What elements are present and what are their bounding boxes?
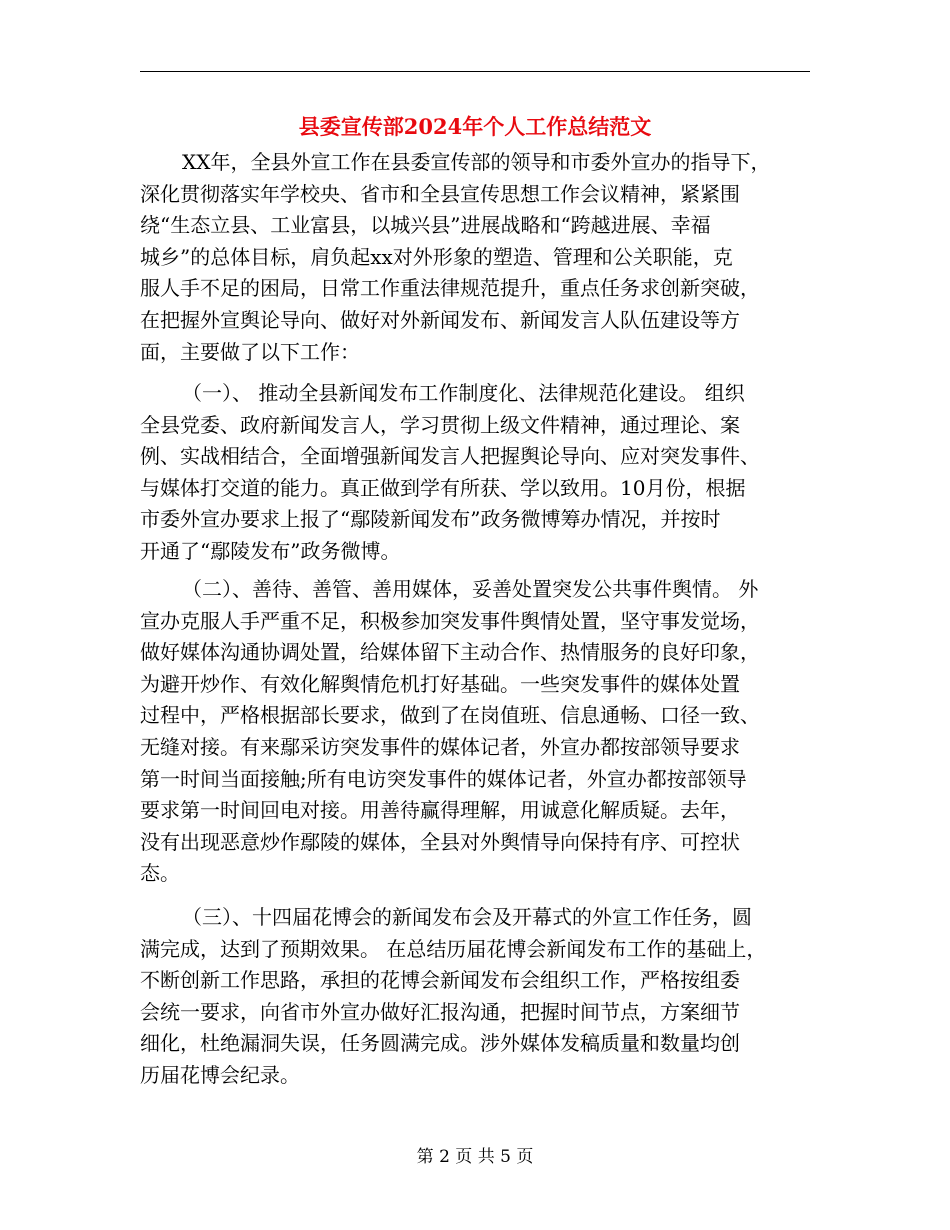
paragraph-line: 市委外宣办要求上报了“鄢陵新闻发布”政务微博筹办情况，并按时 [140, 507, 721, 532]
paragraph-line: 会统一要求，向省市外宣办做好汇报沟通，把握时间节点，方案细节 [140, 999, 740, 1024]
paragraph-line: 满完成，达到了预期效果。 在总结历届花博会新闻发布工作的基础上， [140, 936, 767, 961]
paragraph-line: 例、实战相结合，全面增强新闻发言人把握舆论导向、应对突发事件、 [140, 444, 760, 469]
document-title: 县委宣传部2024年个人工作总结范文 [298, 114, 652, 139]
paragraph-section-3 [140, 902, 820, 1092]
paragraph-line: 在把握外宣舆论导向、做好对外新闻发布、新闻发言人队伍建设等方 [140, 307, 740, 332]
paragraph-line: 做好媒体沟通协调处置，给媒体留下主动合作、热情服务的良好印象， [140, 640, 760, 665]
paragraph-line: 城乡”的总体目标，肩负起xx对外形象的塑造、管理和公关职能，克 [140, 244, 733, 269]
header-rule [140, 71, 810, 72]
paragraph-line: 全县党委、政府新闻发言人，学习贯彻上级文件精神，通过理论、案 [140, 412, 740, 437]
paragraph-line: 不断创新工作思路，承担的花博会新闻发布会组织工作，严格按组委 [140, 968, 740, 993]
paragraph-line: 第一时间当面接触;所有电访突发事件的媒体记者，外宣办都按部领导 [140, 766, 747, 791]
page-number: 第 2 页 共 5 页 [416, 1147, 534, 1167]
paragraph-line: 服人手不足的困局，日常工作重法律规范提升，重点任务求创新突破， [140, 276, 760, 301]
paragraph-line: XX年，全县外宣工作在县委宣传部的领导和市委外宣办的指导下， [182, 150, 771, 174]
paragraph-line: 深化贯彻落实年学校央、省市和全县宣传思想工作会议精神，紧紧围 [140, 181, 740, 206]
paragraph-line: 无缝对接。有来鄢采访突发事件的媒体记者，外宣办都按部领导要求 [140, 734, 740, 759]
paragraph-line: （三）、十四届花博会的新闻发布会及开幕式的外宣工作任务，圆 [182, 905, 752, 929]
paragraph-line: 与媒体打交道的能力。真正做到学有所获、学以致用。10月份，根据 [140, 475, 746, 500]
paragraph-line: 历届花博会纪录。 [140, 1062, 300, 1087]
paragraph-line: 过程中，严格根据部长要求，做到了在岗值班、信息通畅、口径一致、 [140, 703, 760, 728]
paragraph-line: 绕“生态立县、工业富县，以城兴县”进展战略和“跨越进展、幸福 [140, 213, 711, 238]
paragraph-line: 态。 [140, 861, 180, 886]
paragraph-intro [140, 147, 820, 368]
paragraph-line: 没有出现恶意炒作鄢陵的媒体，全县对外舆情导向保持有序、可控状 [140, 829, 740, 854]
paragraph-line: 要求第一时间回电对接。用善待赢得理解，用诚意化解质疑。去年， [140, 798, 740, 823]
paragraph-line: 细化，杜绝漏洞失误，任务圆满完成。涉外媒体发稿质量和数量均创 [140, 1031, 740, 1056]
paragraph-section-2 [140, 574, 820, 890]
paragraph-line: 开通了“鄢陵发布”政务微博。 [140, 538, 401, 563]
paragraph-line: （二）、善待、善管、善用媒体，妥善处置突发公共事件舆情。 外 [182, 577, 759, 601]
paragraph-section-1 [140, 378, 820, 568]
paragraph-line: （一）、 推动全县新闻发布工作制度化、法律规范化建设。 组织 [182, 381, 745, 405]
paragraph-line: 为避开炒作、有效化解舆情危机打好基础。一些突发事件的媒体处置 [140, 671, 740, 696]
paragraph-line: 面，主要做了以下工作： [140, 339, 360, 364]
paragraph-line: 宣办克服人手严重不足，积极参加突发事件舆情处置，坚守事发觉场， [140, 608, 760, 633]
